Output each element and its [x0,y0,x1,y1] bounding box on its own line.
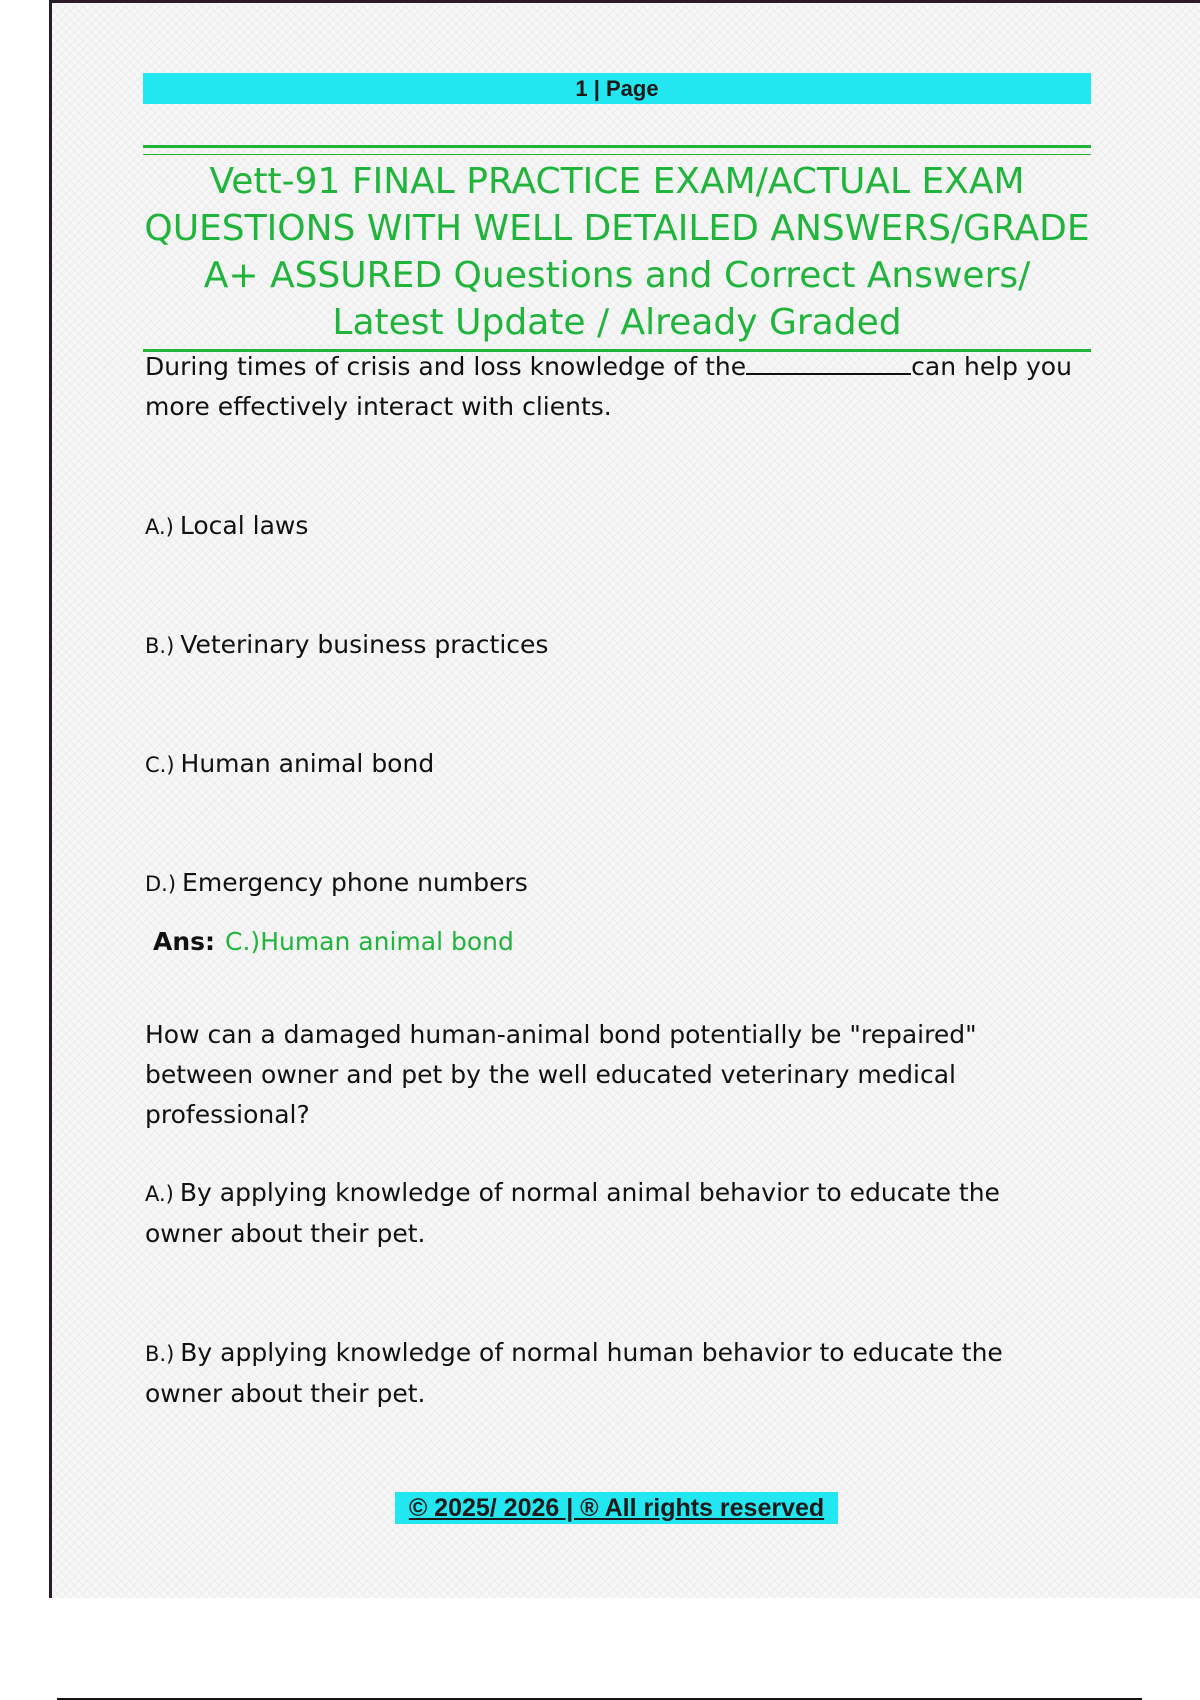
document-title: Vett-91 FINAL PRACTICE EXAM/ACTUAL EXAM QUESTIONS WITH WELL DETAILED ANSWERS/GRADE A+ ASSURED Questions and Correct Answers/ Latest Update / Already Graded [144,161,1090,343]
option-text: By applying knowledge of normal animal behavior to educate the owner about their pet. [145,1178,1000,1248]
fill-in-blank [746,351,911,375]
question-2-option-a [145,1173,1085,1254]
question-2-stem: How can a damaged human-animal bond potentially be "repaired" between owner and pet by the well educated veterinary medical professional? [145,1020,977,1129]
option-letter: D.) [145,872,177,896]
option-letter: A.) [145,515,174,539]
question-1-stem [145,347,1085,427]
question-1-stem-before: During times of crisis and loss knowledge of the [145,352,747,381]
copyright-text: © 2025/ 2026 | ® All rights reserved [408,1494,825,1522]
question-2-option-b [145,1333,1085,1414]
copyright-footer [395,1492,838,1524]
option-letter: B.) [145,634,175,658]
answer-value: C.)Human animal bond [225,927,514,956]
question-1-option-b [145,626,548,665]
option-text: Human animal bond [180,749,435,778]
option-letter: A.) [145,1182,174,1206]
option-text: Emergency phone numbers [182,868,528,897]
option-text: Local laws [179,511,309,540]
question-1-answer [153,922,514,962]
question-1-option-c [145,745,434,784]
question-1-stem-after: can help you more effectively interact with clients. [145,352,1072,421]
question-1-option-d [145,864,528,903]
page-number-header [143,73,1091,104]
option-text: Veterinary business practices [180,630,549,659]
page-number-label: 1 | Page [575,76,659,101]
answer-label: Ans: [153,927,216,956]
title-top-rule [143,145,1091,148]
option-letter: C.) [145,753,175,777]
title-top-rule-thin [143,154,1091,155]
option-letter: B.) [145,1342,175,1366]
question-1-option-a [145,507,308,546]
option-text: By applying knowledge of normal human behavior to educate the owner about their pet. [145,1338,1003,1408]
